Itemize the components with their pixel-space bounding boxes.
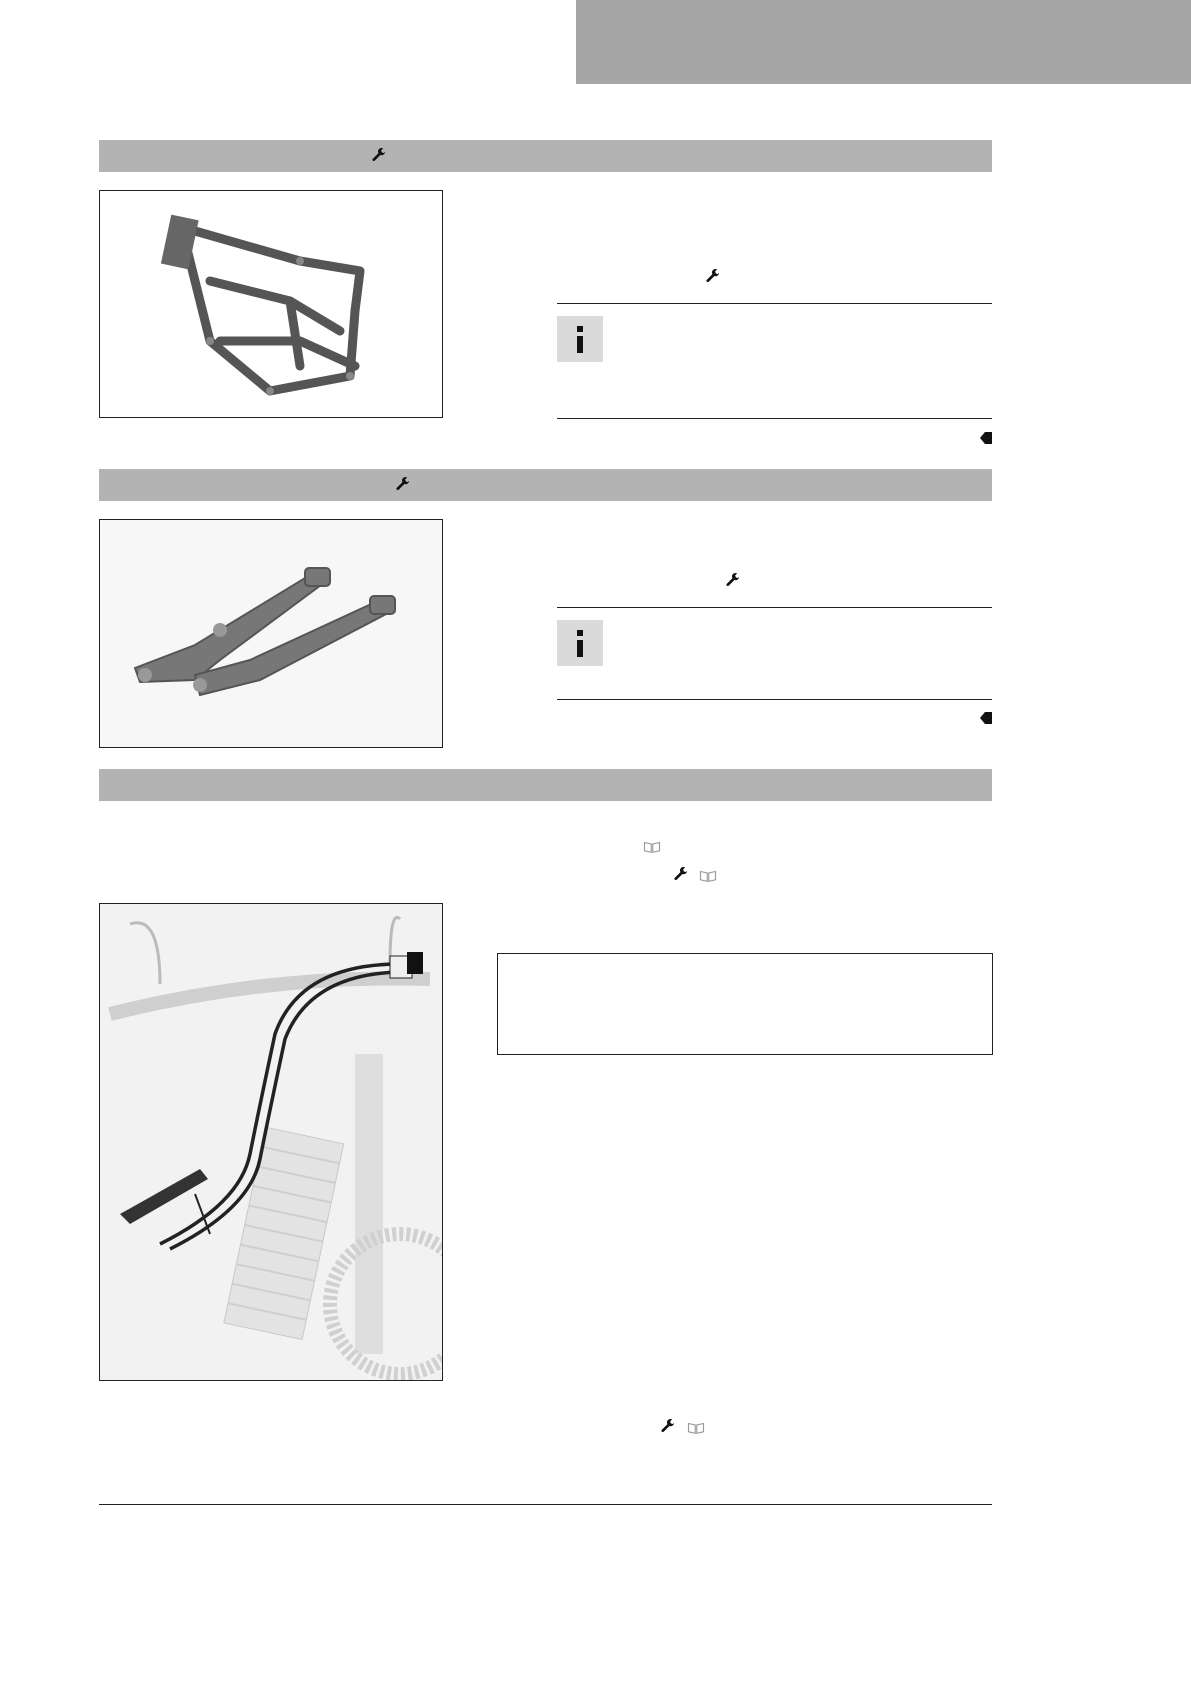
info-icon [557,620,603,666]
swingarm-illustration [100,520,442,747]
wrench-icon [724,572,742,590]
info-bottom-rule [557,418,992,419]
note-box [497,953,993,1055]
wrench-icon [370,147,388,165]
figure-frame [99,190,443,418]
wrench-icon [704,268,722,286]
manual-book-icon [699,867,717,885]
info-bottom-rule [557,699,992,700]
manual-book-icon [643,838,661,856]
info-top-rule [557,607,992,608]
info-icon [557,316,603,362]
manual-book-icon [687,1419,705,1437]
info-top-rule [557,303,992,304]
figure-routing [99,903,443,1381]
wrench-icon [672,866,690,884]
section-header-routing [99,769,992,801]
end-of-section-marker [980,712,992,724]
chapter-tab [576,0,1191,84]
wrench-icon [394,476,412,494]
section-header-swingarm [99,469,992,501]
frame-illustration [100,191,442,417]
end-of-section-marker [980,432,992,444]
wrench-icon [659,1418,677,1436]
motorcycle-routing-photo [100,904,442,1380]
figure-swingarm [99,519,443,748]
footer-rule [99,1504,992,1505]
section-header-frame [99,140,992,172]
